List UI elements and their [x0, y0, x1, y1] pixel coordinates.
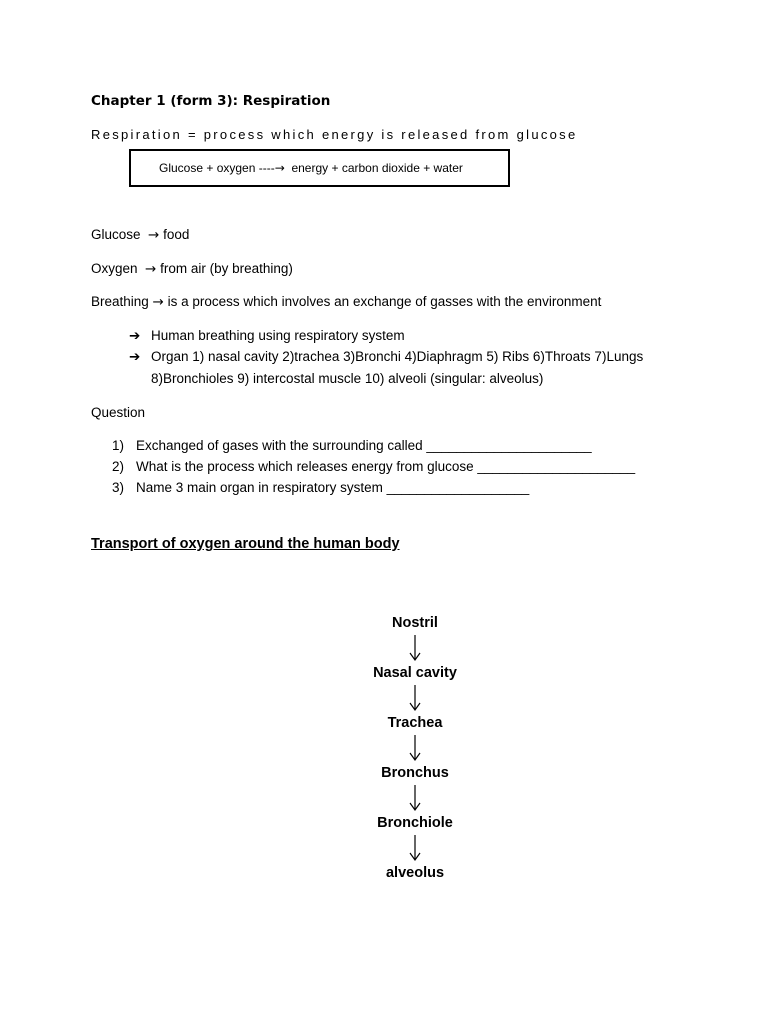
question-item [112, 438, 592, 453]
down-arrow-icon [340, 784, 490, 812]
oxygen-pathway-flowchart [340, 612, 490, 884]
right-arrow-icon: → [148, 227, 160, 243]
equation-right: energy + carbon dioxide + water [284, 161, 463, 175]
line-term: Oxygen [91, 261, 146, 276]
question-text: Exchanged of gases with the surrounding called ______________________ [136, 438, 592, 453]
question-number: 1) [112, 438, 125, 453]
page-title: Chapter 1 (form 3): Respiration [91, 93, 331, 109]
flow-step-nasal-cavity: Nasal cavity [373, 665, 457, 681]
question-number: 3) [112, 480, 125, 495]
bullet-continuation: 8)Bronchioles 9) intercostal muscle 10) alveoli (singular: alveolus) [151, 371, 544, 386]
flow-step-bronchus: Bronchus [381, 765, 449, 781]
bullet-text: Human breathing using respiratory system [151, 328, 405, 343]
right-arrow-icon: → [145, 261, 157, 277]
question-text: Name 3 main organ in respiratory system ___________________ [136, 480, 530, 495]
equation-left: Glucose + oxygen ---- [159, 161, 275, 175]
oxygen-line [91, 261, 293, 277]
line-text: food [159, 227, 190, 242]
flow-step-bronchiole: Bronchiole [377, 815, 453, 831]
question-item [112, 459, 635, 474]
question-text: What is the process which releases energy from glucose _____________________ [136, 459, 636, 474]
flow-step-alveolus: alveolus [385, 865, 445, 881]
bullet-arrow-icon: ➔ [129, 349, 141, 365]
down-arrow-icon [340, 634, 490, 662]
word-equation-box [129, 149, 510, 187]
down-arrow-icon [340, 734, 490, 762]
question-item [112, 480, 529, 495]
down-arrow-icon [340, 684, 490, 712]
bullet-item [129, 328, 405, 344]
flow-step-trachea: Trachea [387, 715, 443, 731]
respiration-definition: Respiration = process which energy is released from glucose [91, 127, 578, 142]
bullet-text: Organ 1) nasal cavity 2)trachea 3)Bronchi 4)Diaphragm 5) Ribs 6)Throats 7)Lungs [151, 349, 644, 364]
bullet-arrow-icon: ➔ [129, 328, 141, 344]
down-arrow-icon [340, 834, 490, 862]
question-heading: Question [91, 405, 146, 420]
question-number: 2) [112, 459, 125, 474]
line-text: from air (by breathing) [156, 261, 293, 276]
section-heading: Transport of oxygen around the human body [91, 536, 400, 552]
flow-step-nostril: Nostril [392, 615, 438, 631]
glucose-line [91, 227, 189, 243]
line-text: is a process which involves an exchange of gasses with the environment [163, 294, 602, 309]
breathing-line [91, 294, 601, 310]
line-term: Glucose [91, 227, 149, 242]
right-arrow-icon: → [152, 294, 164, 310]
right-arrow-icon: → [274, 161, 285, 175]
line-term: Breathing [91, 294, 153, 309]
bullet-item [129, 349, 643, 365]
